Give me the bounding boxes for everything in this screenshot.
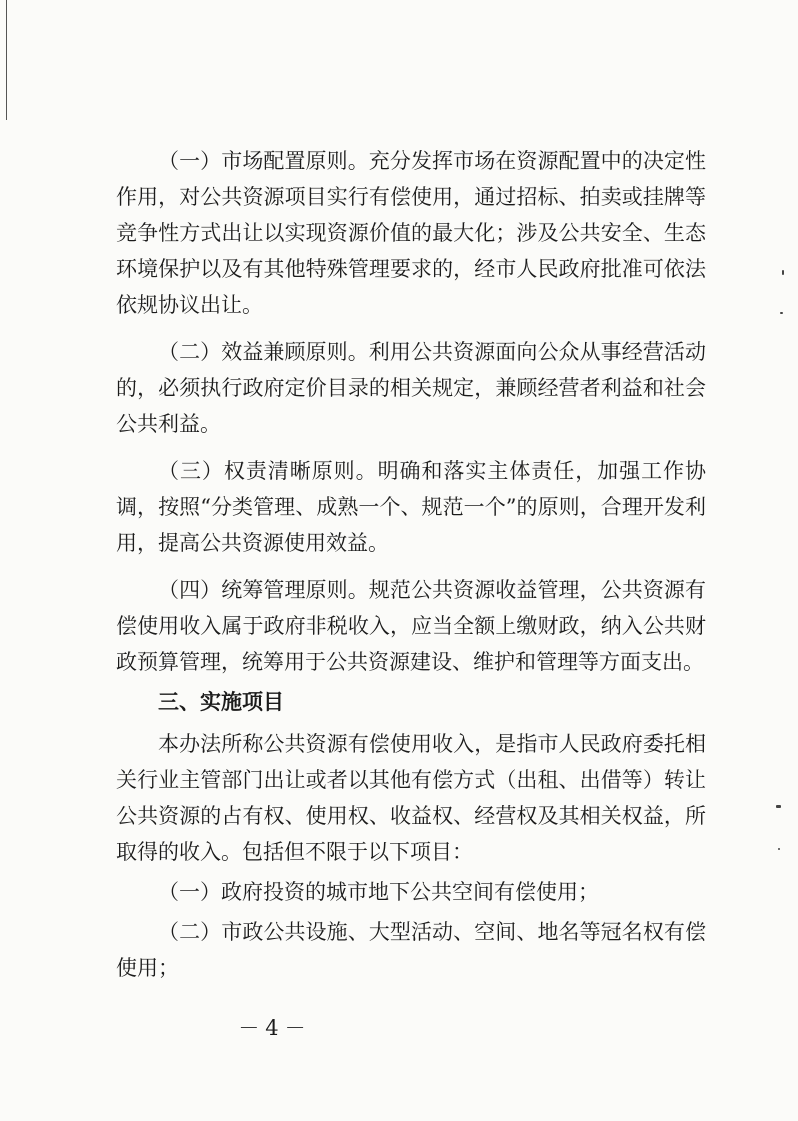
- paragraph-definition: 本办法所称公共资源有偿使用收入，是指市人民政府委托相关行业主管部门出让或者以其他有偿方式（出租、出借等）转让公共资源的占有权、使用权、收益权、经营权及其相关权益，所取得的收入。包括但不限于以下项目：: [116, 732, 706, 864]
- scan-speck: [782, 270, 784, 275]
- scan-speck: [780, 312, 783, 314]
- section-heading-implementation: 三、实施项目: [158, 690, 284, 714]
- scan-edge-line: [6, 0, 7, 120]
- list-item-underground-space: （一）政府投资的城市地下公共空间有偿使用；: [158, 880, 599, 904]
- list-item-naming-rights: （二）市政公共设施、大型活动、空间、地名等冠名权有偿使用；: [116, 920, 706, 980]
- paragraph-market-allocation: （一）市场配置原则。充分发挥市场在资源配置中的决定性作用，对公共资源项目实行有偿使用，通过招标、拍卖或挂牌等竞争性方式出让以实现资源价值的最大化；涉及公共安全、生态环境保护以及有其他特殊管理要求的，经市人民政府批准可依法依规协议出让。: [116, 149, 706, 317]
- document-body: [116, 143, 706, 990]
- paragraph-clear-responsibility: （三）权责清晰原则。明确和落实主体责任，加强工作协调，按照“分类管理、成熟一个、规范一个”的原则，合理开发利用，提高公共资源使用效益。: [116, 459, 706, 555]
- paragraph-benefit-balance: （二）效益兼顾原则。利用公共资源面向公众从事经营活动的，必须执行政府定价目录的相关规定，兼顾经营者利益和社会公共利益。: [116, 340, 706, 436]
- page-number-text: －4－: [238, 1016, 312, 1040]
- scan-speck: [776, 805, 781, 808]
- scan-speck: [778, 848, 780, 850]
- paragraph-overall-management: （四）统筹管理原则。规范公共资源收益管理，公共资源有偿使用收入属于政府非税收入，应当全额上缴财政，纳入公共财政预算管理，统筹用于公共资源建设、维护和管理等方面支出。: [116, 578, 706, 674]
- page-number: [0, 1012, 798, 1042]
